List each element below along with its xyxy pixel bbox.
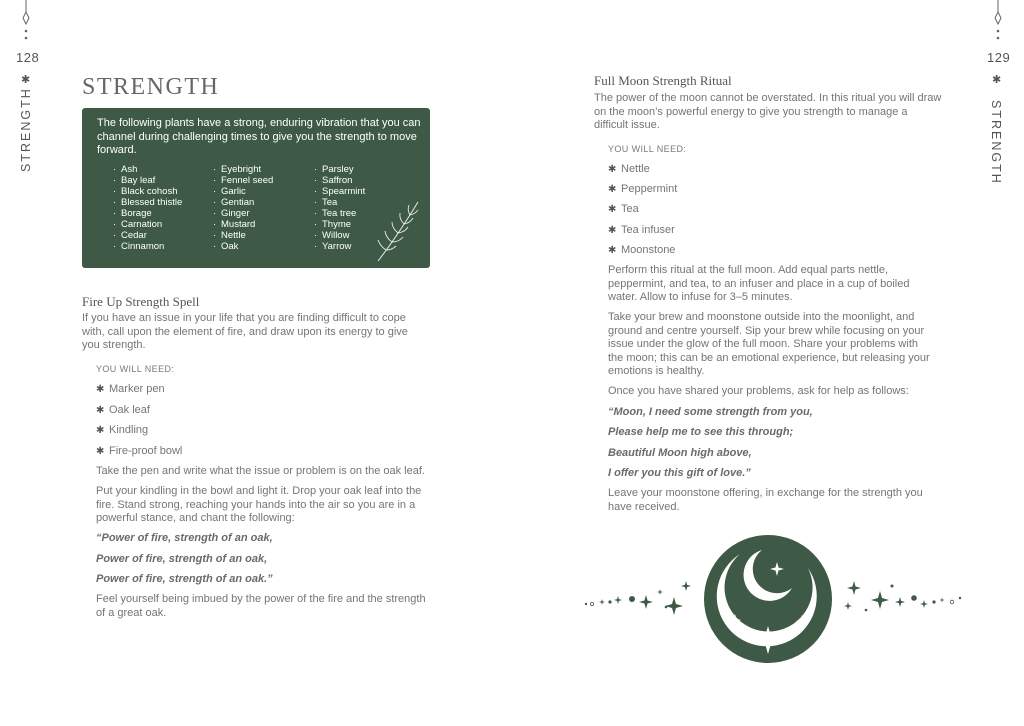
ritual-step: Take your brew and moonstone outside into the moonlight, and ground and centre yourself. Sip your brew while focusing on your issue under the glow of the full moon. Share your problems with the moon; this can be an emotional experience, but releasing your emotions is healthy. [608, 311, 930, 377]
star-icon: ✱ [21, 74, 31, 86]
plant-item: · Carnation [113, 219, 182, 230]
list-item: ✱ Oak leaf [96, 404, 150, 416]
plant-item: · Borage [113, 208, 182, 219]
plant-item: · Spearmint [314, 186, 365, 197]
spell-title: Fire Up Strength Spell [82, 294, 200, 309]
moon-emblem-icon [580, 532, 970, 666]
list-item: ✱ Tea infuser [608, 224, 675, 236]
spell-step: Put your kindling in the bowl and light it. Drop your oak leaf into the fire. Stand strong, reaching your hands into the air so you are in a powerful stance, and chant the following: [96, 485, 422, 524]
running-head-left: STRENGTH [19, 87, 33, 172]
plant-item: · Garlic [213, 186, 273, 197]
chant-line: Please help me to see this through; [608, 426, 794, 438]
ritual-intro: The power of the moon cannot be overstated. In this ritual you will draw on the moon’s powerful energy to give you strength to manage a difficult issue. [594, 92, 942, 131]
plant-column-2 [213, 164, 273, 252]
star-icon: ✱ [96, 445, 105, 457]
ritual-closing: Leave your moonstone offering, in exchange for the strength you have received. [608, 487, 923, 513]
star-icon: ✱ [96, 424, 105, 436]
chant-line: I offer you this gift of love.” [608, 467, 751, 479]
sparkle-icon [585, 581, 691, 615]
plant-column-1 [113, 164, 182, 252]
plant-column-3 [314, 164, 365, 252]
spell-step: Take the pen and write what the issue or problem is on the oak leaf. [96, 465, 425, 477]
needs-label: YOU WILL NEED: [608, 144, 687, 154]
star-icon: ✱ [608, 203, 617, 215]
list-item: ✱ Fire-proof bowl [96, 445, 183, 457]
plant-item: · Fennel seed [213, 175, 273, 186]
chant-line: Power of fire, strength of an oak.” [96, 573, 273, 585]
plant-item: · Cinnamon [113, 241, 182, 252]
star-icon: ✱ [96, 404, 105, 416]
plant-item: · Eyebright [213, 164, 273, 175]
chant-line: “Moon, I need some strength from you, [608, 406, 813, 418]
star-icon: ✱ [608, 163, 617, 175]
plant-item: · Yarrow [314, 241, 365, 252]
chapter-title: STRENGTH [82, 74, 220, 100]
star-icon: ✱ [96, 383, 105, 395]
page-number-right: 129 [987, 50, 1011, 65]
spell-intro: If you have an issue in your life that you are finding difficult to cope with, call upon the element of fire, and draw upon its energy to give you strength. [82, 312, 408, 351]
chant-line: Power of fire, strength of an oak, [96, 553, 268, 565]
plant-item: · Blessed thistle [113, 197, 182, 208]
plant-item: · Oak [213, 241, 273, 252]
star-icon: ✱ [608, 244, 617, 256]
plant-item: · Black cohosh [113, 186, 182, 197]
plant-item: · Gentian [213, 197, 273, 208]
ritual-step: Perform this ritual at the full moon. Add equal parts nettle, peppermint, and tea, to an infuser and place in a cup of boiled water. Allow to infuse for 3–5 minutes. [608, 264, 910, 303]
spell-closing: Feel yourself being imbued by the power of the fire and the strength of a great oak. [96, 593, 426, 619]
plant-list-box [82, 108, 430, 268]
star-icon: ✱ [992, 74, 1002, 86]
star-icon: ✱ [608, 224, 617, 236]
list-item: ✱ Marker pen [96, 383, 165, 395]
plant-item: · Nettle [213, 230, 273, 241]
ritual-title: Full Moon Strength Ritual [594, 73, 732, 88]
plant-item: · Saffron [314, 175, 365, 186]
running-head-right: STRENGTH [989, 100, 1003, 185]
plant-item: · Ash [113, 164, 182, 175]
page-number-left: 128 [16, 50, 40, 65]
plant-item: · Willow [314, 230, 365, 241]
ritual-step: Once you have shared your problems, ask for help as follows: [608, 385, 909, 397]
chant-line: Beautiful Moon high above, [608, 447, 752, 459]
list-item: ✱ Peppermint [608, 183, 678, 195]
plant-item: · Tea [314, 197, 365, 208]
plant-item: · Thyme [314, 219, 365, 230]
plant-item: · Tea tree [314, 208, 365, 219]
star-icon: ✱ [608, 183, 617, 195]
sparkle-icon [844, 581, 961, 611]
list-item: ✱ Tea [608, 203, 639, 215]
chant-line: “Power of fire, strength of an oak, [96, 532, 273, 544]
needs-label: YOU WILL NEED: [96, 364, 175, 374]
plant-item: · Cedar [113, 230, 182, 241]
ornament-icon [993, 0, 1003, 44]
list-item: ✱ Nettle [608, 163, 650, 175]
herb-sprig-icon [374, 198, 424, 264]
plant-item: · Ginger [213, 208, 273, 219]
plant-item: · Mustard [213, 219, 273, 230]
plant-box-intro: The following plants have a strong, enduring vibration that you can channel during challenging times to give you the strength to move forward. [97, 117, 421, 156]
ornament-icon [21, 0, 31, 44]
list-item: ✱ Kindling [96, 424, 149, 436]
list-item: ✱ Moonstone [608, 244, 676, 256]
plant-item: · Bay leaf [113, 175, 182, 186]
plant-item: · Parsley [314, 164, 365, 175]
